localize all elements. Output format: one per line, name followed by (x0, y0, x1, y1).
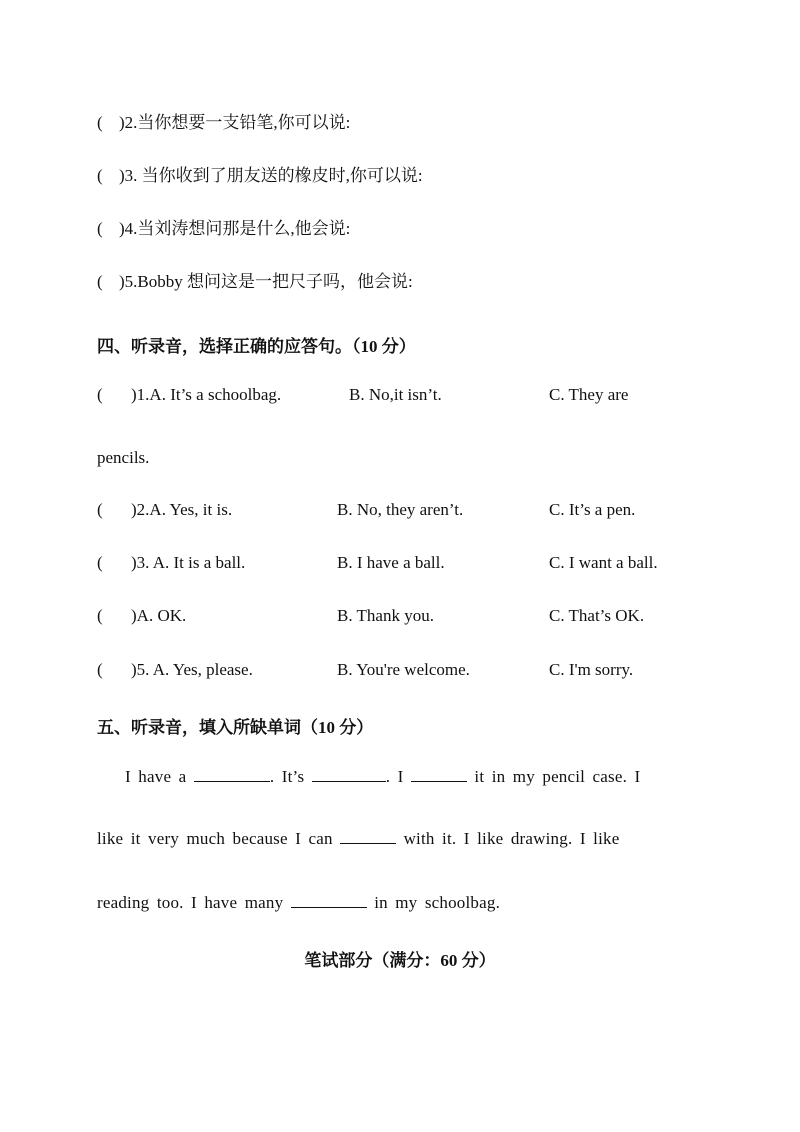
option-a: )1.A. It’s a schoolbag. (131, 385, 282, 404)
cloze-line-2 (97, 829, 619, 849)
option-a: )A. OK. (131, 606, 187, 625)
answer-bracket: ( (97, 219, 103, 238)
question-text: )2.当你想要一支铅笔,你可以说: (119, 113, 351, 132)
option-c: C. I'm sorry. (549, 660, 634, 679)
section4-title: 四、听录音，选择正确的应答句。（10 分） (97, 337, 416, 356)
cloze-blank[interactable] (312, 767, 386, 782)
option-b: B. You're welcome. (337, 660, 470, 679)
section5-title: 五、听录音，填入所缺单词（10 分） (97, 718, 374, 737)
option-c: C. I want a ball. (549, 553, 658, 572)
option-a: )2.A. Yes, it is. (131, 500, 233, 519)
answer-bracket: ( (97, 385, 103, 404)
written-part-title: 笔试部分（满分：60 分） (304, 951, 496, 970)
answer-bracket: ( (97, 553, 103, 572)
cloze-text: with it. I like drawing. I like (403, 829, 620, 848)
option-c: C. It’s a pen. (549, 500, 636, 519)
option-b: B. Thank you. (337, 606, 434, 625)
cloze-blank[interactable] (411, 767, 467, 782)
answer-bracket: ( (97, 113, 103, 132)
question-row (97, 108, 350, 133)
cloze-text: . It’s (269, 767, 305, 786)
cloze-line-3 (97, 893, 500, 913)
answer-bracket: ( (97, 660, 103, 679)
answer-bracket: ( (97, 272, 103, 291)
cloze-line-1 (125, 767, 640, 787)
option-a: )3. A. It is a ball. (131, 553, 246, 572)
cloze-text: it in my pencil case. I (474, 767, 641, 786)
answer-bracket: ( (97, 606, 103, 625)
cloze-blank[interactable] (340, 829, 396, 844)
cloze-blank[interactable] (291, 893, 367, 908)
question-text: )4.当刘涛想问那是什么,他会说: (119, 219, 351, 238)
answer-bracket: ( (97, 500, 103, 519)
option-a: )5. A. Yes, please. (131, 660, 253, 679)
cloze-text: I have a (125, 767, 187, 786)
option-b: B. No,it isn’t. (349, 385, 442, 404)
question-row (97, 267, 413, 292)
option-b: B. I have a ball. (337, 553, 445, 572)
option-c-wrap: pencils. (97, 448, 150, 467)
cloze-text: like it very much because I can (97, 829, 333, 848)
question-row (97, 161, 423, 186)
cloze-blank[interactable] (194, 767, 270, 782)
option-c: C. They are (549, 385, 629, 404)
cloze-text: reading too. I have many (97, 893, 284, 912)
question-text: )5.Bobby 想问这是一把尺子吗，他会说: (119, 272, 413, 291)
answer-bracket: ( (97, 166, 103, 185)
question-text: )3. 当你收到了朋友送的橡皮时,你可以说: (119, 166, 423, 185)
cloze-text: . I (385, 767, 404, 786)
option-b: B. No, they aren’t. (337, 500, 464, 519)
cloze-text: in my schoolbag. (374, 893, 501, 912)
question-row (97, 214, 350, 239)
option-c: C. That’s OK. (549, 606, 645, 625)
